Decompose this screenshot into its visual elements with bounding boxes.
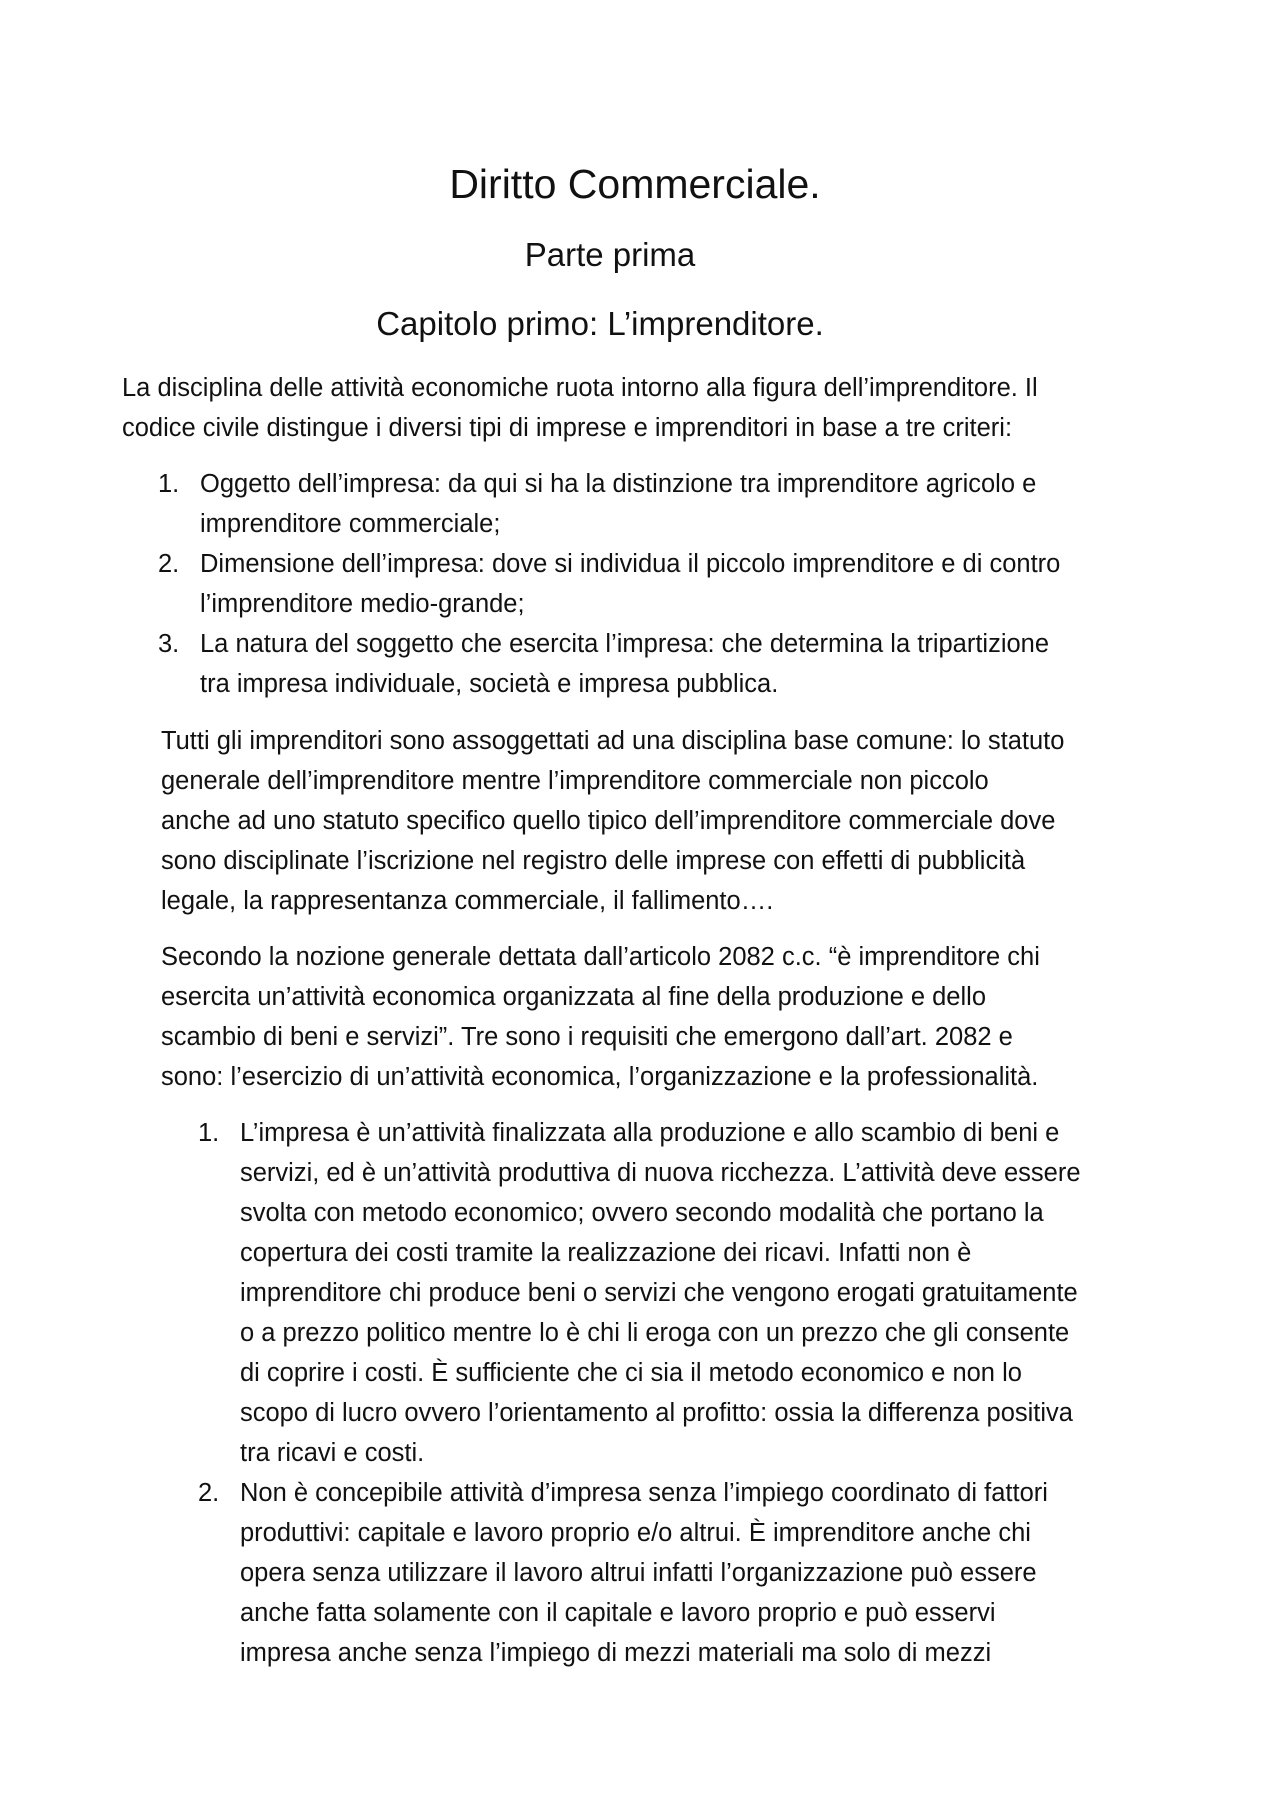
text-line: Dimensione dell’impresa: dove si individua il piccolo imprenditore e di contro [200,550,1061,578]
text-line: sono disciplinate l’iscrizione nel registro delle imprese con effetti di pubblicità [161,847,1026,875]
text-line: l’imprenditore medio-grande; [200,590,525,618]
intro-paragraph [122,368,1038,448]
text-line: imprenditore commerciale; [200,510,501,538]
text-line: Tutti gli imprenditori sono assoggettati ad una disciplina base comune: lo statuto [161,727,1065,755]
criteria-list [158,464,1060,704]
list-item [158,624,1060,704]
text-line: copertura dei costi tramite la realizzazione dei ricavi. Infatti non è [240,1239,972,1267]
list-number: 3. [158,630,180,658]
text-line: svolta con metodo economico; ovvero secondo modalità che portano la [240,1199,1044,1227]
text-line: opera senza utilizzare il lavoro altrui infatti l’organizzazione può essere [240,1559,1037,1587]
text-line: o a prezzo politico mentre lo è chi li eroga con un prezzo che gli consente [240,1319,1070,1347]
chapter-heading: Capitolo primo: L’imprenditore. [376,305,824,342]
list-item [158,464,1060,544]
text-line: esercita un’attività economica organizzata al fine della produzione e dello [161,983,987,1011]
text-line: impresa anche senza l’impiego di mezzi materiali ma solo di mezzi [240,1639,992,1667]
text-line: di coprire i costi. È sufficiente che ci sia il metodo economico e non lo [240,1359,1022,1387]
statute-paragraph [161,721,1064,921]
text-line: generale dell’imprenditore mentre l’imprenditore commerciale non piccolo [161,767,989,795]
text-line: codice civile distingue i diversi tipi di imprese e imprenditori in base a tre criteri: [122,414,1013,442]
text-line: anche ad uno statuto specifico quello tipico dell’imprenditore commerciale dove [161,807,1056,835]
text-line: Oggetto dell’impresa: da qui si ha la distinzione tra imprenditore agricolo e [200,470,1037,498]
definition-paragraph [161,937,1040,1097]
list-number: 1. [198,1119,220,1147]
text-line: scambio di beni e servizi”. Tre sono i requisiti che emergono dall’art. 2082 e [161,1023,1013,1051]
text-line: legale, la rappresentanza commerciale, il fallimento…. [161,887,774,915]
text-line: Secondo la nozione generale dettata dall’articolo 2082 c.c. “è imprenditore chi [161,943,1040,971]
text-line: La natura del soggetto che esercita l’impresa: che determina la tripartizione [200,630,1050,658]
text-line: L’impresa è un’attività finalizzata alla produzione e allo scambio di beni e [240,1119,1060,1147]
list-item [198,1473,1081,1673]
text-line: anche fatta solamente con il capitale e lavoro proprio e può esservi [240,1599,996,1627]
text-line: scopo di lucro ovvero l’orientamento al profitto: ossia la differenza positiva [240,1399,1073,1427]
text-line: Non è concepibile attività d’impresa senza l’impiego coordinato di fattori [240,1479,1048,1507]
part-heading: Parte prima [524,236,696,273]
text-line: produttivi: capitale e lavoro proprio e/o altrui. È imprenditore anche chi [240,1519,1031,1547]
list-number: 2. [198,1479,220,1507]
list-item [198,1113,1081,1473]
text-line: tra impresa individuale, società e impresa pubblica. [200,670,779,698]
text-line: imprenditore chi produce beni o servizi che vengono erogati gratuitamente [240,1279,1078,1307]
list-item [158,544,1060,624]
text-line: tra ricavi e costi. [240,1439,425,1467]
document-title: Diritto Commerciale. [449,161,821,207]
text-line: servizi, ed è un’attività produttiva di nuova ricchezza. L’attività deve essere [240,1159,1081,1187]
text-line: sono: l’esercizio di un’attività economica, l’organizzazione e la professionalità. [161,1063,1039,1091]
text-line: La disciplina delle attività economiche ruota intorno alla figura dell’imprenditore. Il [122,374,1038,402]
list-number: 2. [158,550,180,578]
requirements-list [198,1113,1081,1673]
list-number: 1. [158,470,180,498]
